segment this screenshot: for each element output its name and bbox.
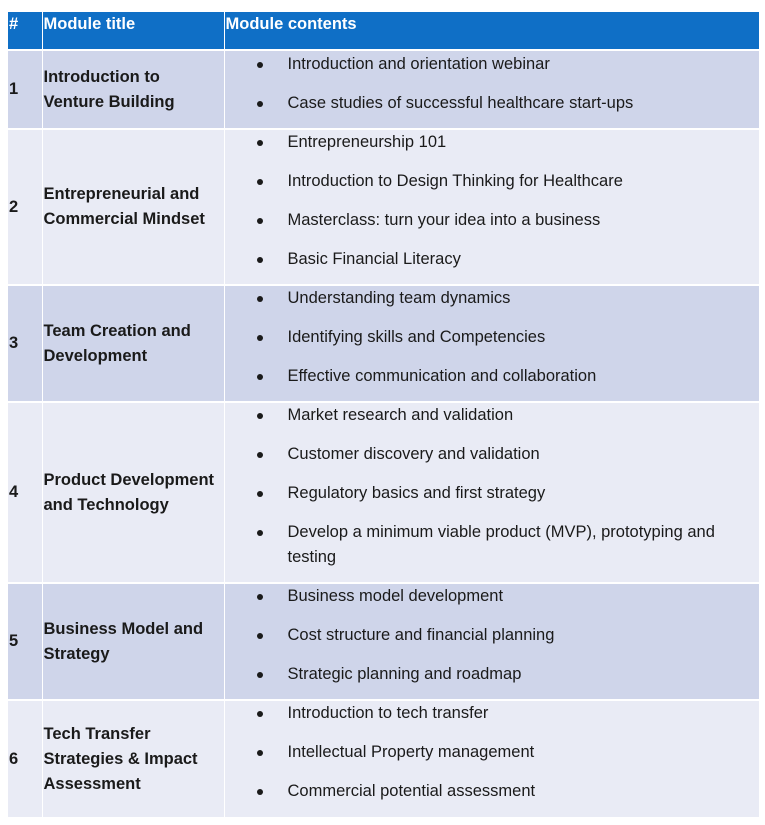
list-item: [225, 584, 760, 609]
bullet-icon: [257, 491, 263, 497]
list-item: [225, 325, 760, 350]
content-list: [225, 584, 760, 687]
list-item-text: Identifying skills and Competencies: [287, 328, 546, 346]
header-num: #: [9, 15, 19, 33]
list-item-text: Develop a minimum viable product (MVP), prototyping and testing: [287, 523, 715, 566]
module-title: Introduction to Venture Building: [42, 50, 224, 129]
list-item: [225, 247, 760, 272]
list-item-text: Masterclass: turn your idea into a business: [287, 211, 601, 229]
module-number: 2: [9, 197, 19, 216]
list-item-text: Business model development: [287, 587, 504, 605]
module-contents: [224, 700, 759, 817]
table-row: [8, 285, 759, 402]
table-row: [8, 700, 759, 817]
module-number: 5: [9, 632, 19, 650]
list-item: [225, 701, 760, 726]
list-item: [225, 481, 760, 506]
module-title: Entrepreneurial and Commercial Mindset: [42, 129, 224, 285]
list-item-text: Market research and validation: [287, 406, 514, 424]
bullet-icon: [257, 750, 263, 756]
list-item: [225, 442, 760, 467]
list-item: [225, 740, 760, 765]
list-item: [225, 130, 760, 155]
module-contents: [224, 583, 759, 700]
module-contents: [224, 129, 759, 285]
bullet-icon: [257, 789, 263, 795]
list-item-text: Entrepreneurship 101: [287, 133, 447, 151]
module-contents: [224, 402, 759, 583]
bullet-icon: [257, 101, 263, 107]
list-item: [225, 623, 760, 648]
bullet-icon: [257, 62, 263, 68]
bullet-icon: [257, 257, 263, 263]
list-item: [225, 364, 760, 389]
list-item-text: Customer discovery and validation: [287, 445, 540, 463]
list-item-text: Cost structure and financial planning: [287, 626, 555, 644]
list-item-text: Regulatory basics and first strategy: [287, 484, 546, 502]
content-list: [225, 286, 760, 389]
bullet-icon: [257, 452, 263, 458]
bullet-icon: [257, 296, 263, 302]
header-module-contents: Module contents: [224, 12, 759, 50]
list-item-text: Intellectual Property management: [287, 743, 535, 761]
list-item-text: Case studies of successful healthcare start-ups: [287, 94, 634, 112]
list-item: [225, 520, 760, 570]
list-item-text: Understanding team dynamics: [287, 289, 511, 307]
bullet-icon: [257, 530, 263, 536]
list-item: [225, 779, 760, 804]
modules-table: [8, 12, 759, 817]
list-item: [225, 91, 760, 116]
bullet-icon: [257, 633, 263, 639]
module-title: Business Model and Strategy: [42, 583, 224, 700]
module-number: 1: [9, 80, 19, 98]
bullet-icon: [257, 335, 263, 341]
table-row: [8, 402, 759, 583]
list-item: [225, 662, 760, 687]
content-list: [225, 701, 760, 804]
list-item-text: Introduction to Design Thinking for Healthcare: [287, 172, 623, 190]
module-number: 3: [9, 334, 19, 352]
bullet-icon: [257, 413, 263, 419]
module-number: 4: [9, 483, 19, 501]
bullet-icon: [257, 140, 263, 146]
bullet-icon: [257, 179, 263, 185]
module-number: 6: [9, 749, 19, 768]
table-row: [8, 583, 759, 700]
list-item: [225, 208, 760, 233]
bullet-icon: [257, 218, 263, 224]
list-item-text: Strategic planning and roadmap: [287, 665, 522, 683]
table-row: [8, 50, 759, 129]
list-item: [225, 169, 760, 194]
list-item: [225, 286, 760, 311]
module-title: Product Development and Technology: [42, 402, 224, 583]
table-header-row: [8, 12, 759, 50]
list-item-text: Basic Financial Literacy: [287, 250, 461, 268]
list-item-text: Introduction to tech transfer: [287, 704, 489, 722]
bullet-icon: [257, 711, 263, 717]
list-item-text: Introduction and orientation webinar: [287, 55, 550, 73]
module-title: Team Creation and Development: [42, 285, 224, 402]
list-item-text: Commercial potential assessment: [287, 782, 536, 800]
content-list: [225, 130, 760, 272]
list-item: [225, 52, 760, 77]
header-module-title: Module title: [42, 12, 224, 50]
bullet-icon: [257, 672, 263, 678]
bullet-icon: [257, 594, 263, 600]
module-contents: [224, 285, 759, 402]
content-list: [225, 52, 760, 116]
list-item: [225, 403, 760, 428]
list-item-text: Effective communication and collaboration: [287, 367, 597, 385]
bullet-icon: [257, 374, 263, 380]
module-title: Tech Transfer Strategies & Impact Assessment: [42, 700, 224, 817]
content-list: [225, 403, 760, 570]
module-contents: [224, 50, 759, 129]
table-row: [8, 129, 759, 285]
